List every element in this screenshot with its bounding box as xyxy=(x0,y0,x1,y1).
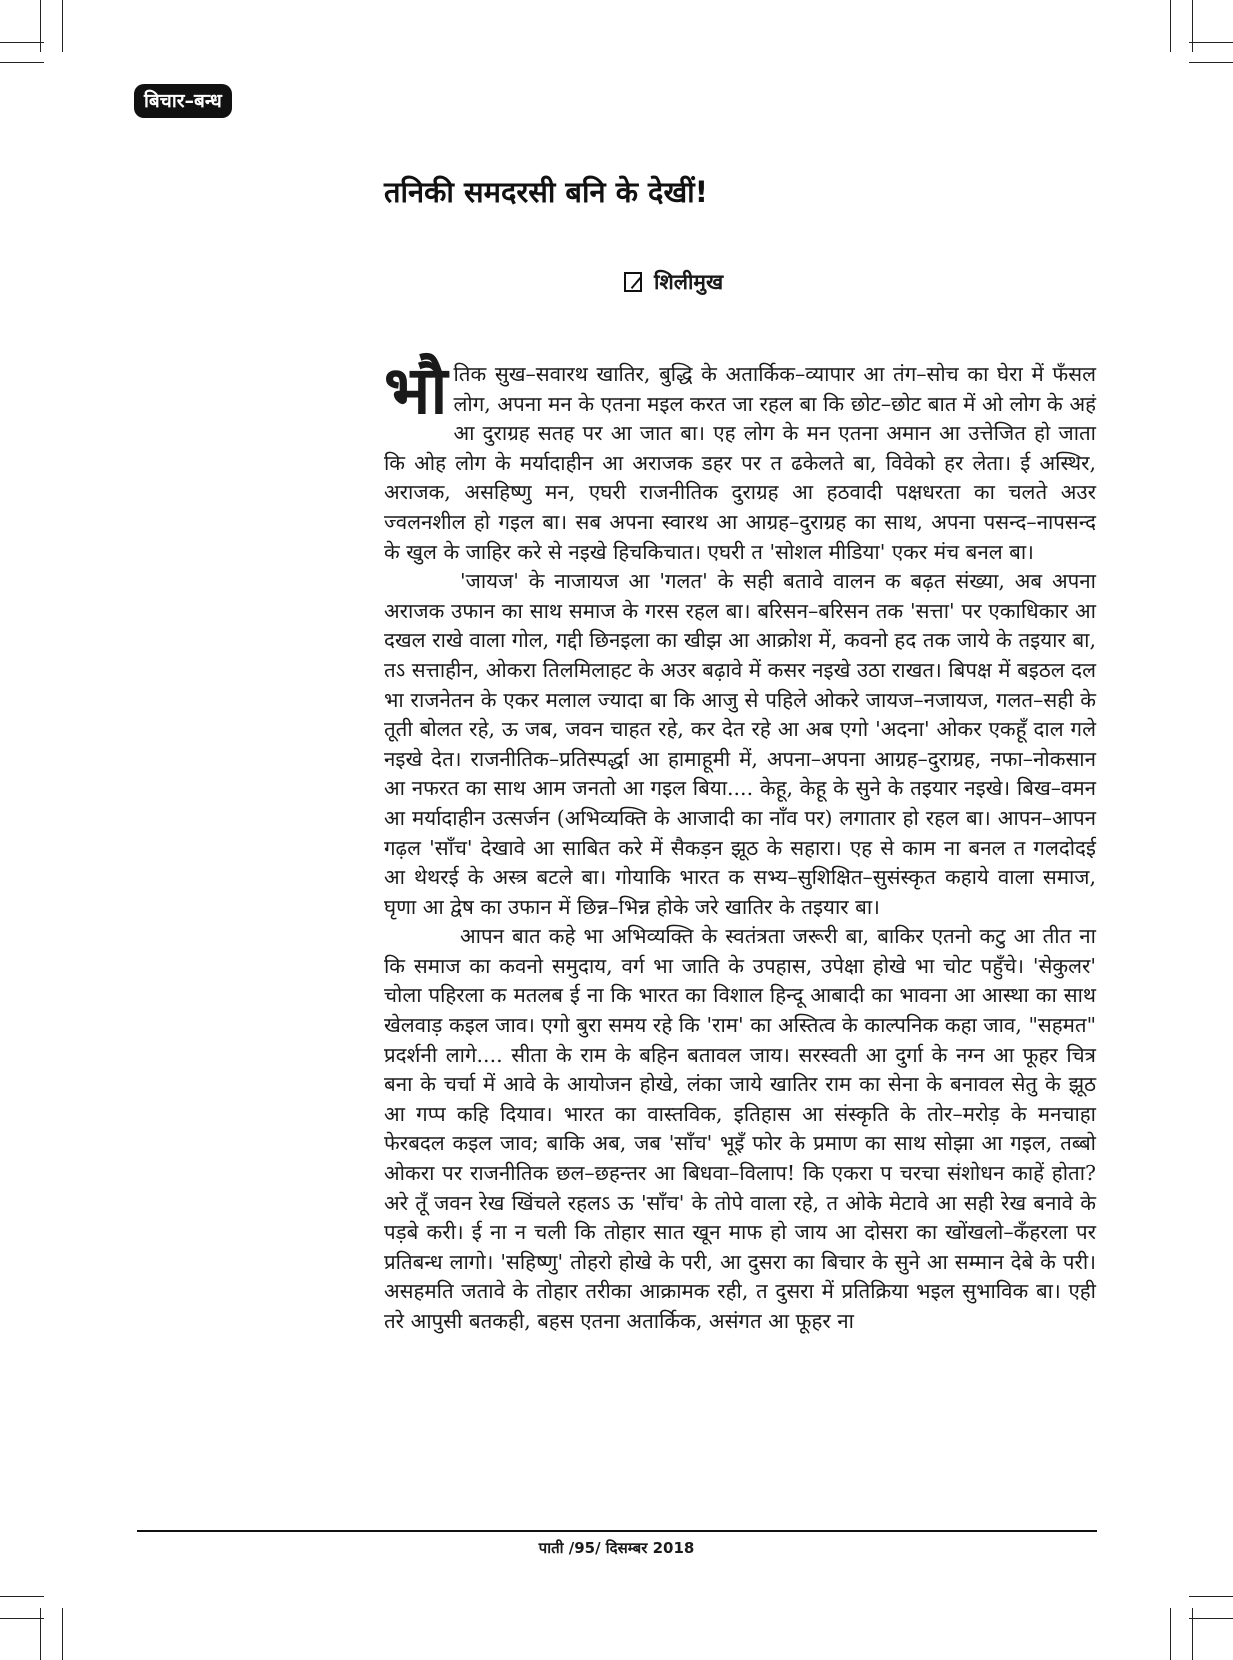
crop-mark xyxy=(1170,1608,1171,1660)
crop-mark xyxy=(1170,0,1171,52)
author-name: शिलीमुख xyxy=(654,270,724,294)
crop-mark xyxy=(1189,1596,1233,1597)
byline xyxy=(624,268,723,296)
paragraph-3: आपन बात कहे भा अभिव्यक्ति के स्वतंत्रता जरूरी बा, बाकिर एतनो कटु आ तीत ना कि समाज का कवनो समुदाय, वर्ग भा जाति के उपहास, उपेक्षा होखे भा चोट पहुँचे। 'सेकुलर' चोला पहिरला क मतलब ई ना कि भारत का विशाल हिन्दू आबादी का भावना आ आस्था का साथ खेलवाड़ कइल जाव। एगो बुरा समय रहे कि 'राम' का अस्तित्व के काल्पनिक कहा जाव, "सहमत" प्रदर्शनी लागे.... सीता के राम के बहिन बतावल जाय। सरस्वती आ दुर्गा के नग्न आ फूहर चित्र बना के चर्चा में आवे के आयोजन होखे, लंका जाये खातिर राम का सेना के बनावल सेतु के झूठ आ गप्प कहि दियाव। भारत का वास्तविक, इतिहास आ संस्कृति के तोर–मरोड़ के मनचाहा फेरबदल कइल जाव; बाकि अब, जब 'साँच' भूइँ फोर के प्रमाण का साथ सोझा आ गइल, तब्बो ओकरा पर राजनीतिक छल–छहन्तर आ बिधवा–विलाप! कि एकरा प चरचा संशोधन काहें होता? अरे तूँ जवन रेख खिंचले रहलऽ ऊ 'साँच' के तोपे वाला रहे, त ओके मेटावे आ सही रेख बनावे के पड़बे करी। ई ना न चली कि तोहार सात खून माफ हो जाय आ दोसरा का खोंखलो–कँहरला पर प्रतिबन्ध लागो। 'सहिष्णु' तोहरो होखे के परी, आ दुसरा का बिचार के सुने आ सम्मान देबे के परी। असहमति जतावे के तोहार तरीका आक्रामक रही, त दुसरा में प्रतिक्रिया भइल सुभाविक बा। एही तरे आपुसी बतकही, बहस एतना अतार्किक, असंगत आ फूहर ना xyxy=(384,924,1096,1333)
crop-mark xyxy=(1189,1618,1233,1619)
crop-mark xyxy=(0,1618,44,1619)
footer-rule xyxy=(137,1530,1097,1532)
crop-mark xyxy=(1192,1608,1193,1660)
crop-mark xyxy=(62,1608,63,1660)
crop-mark xyxy=(40,1608,41,1660)
crop-mark xyxy=(1192,0,1193,52)
crop-mark xyxy=(1189,42,1233,43)
paragraph-1: भौतिक सुख–सवारथ खातिर, बुद्धि के अतार्किक–व्यापार आ तंग–सोच का घेरा में फँसल लोग, अपना मन के एतना मइल करत जा रहल बा कि छोट–छोट बात में ओ लोग के अहं आ दुराग्रह सतह पर आ जात बा। एह लोग के मन एतना अमान आ उत्तेजित हो जाता कि ओह लोग के मर्यादाहीन आ अराजक डहर पर त ढकेलते बा, विवेको हर लेता। ई अस्थिर, अराजक, असहिष्णु मन, एघरी राजनीतिक दुराग्रह आ हठवादी पक्षधरता का चलते अउर ज्वलनशील हो गइल बा। सब अपना स्वारथ आ आग्रह–दुराग्रह का साथ, अपना पसन्द–नापसन्द के खुल के जाहिर करे से नइखे हिचकिचात। एघरी त 'सोशल मीडिया' एकर मंच बनल बा। xyxy=(384,352,1096,564)
article-body xyxy=(384,352,1096,1337)
crop-mark xyxy=(0,62,44,63)
page-footer: पाती /95/ दिसम्बर 2018 xyxy=(538,1539,695,1557)
pen-icon xyxy=(624,272,642,292)
section-tag: बिचार–बन्ध xyxy=(134,84,232,118)
paragraph-2: 'जायज' के नाजायज आ 'गलत' के सही बतावे वालन क बढ़त संख्या, अब अपना अराजक उफान का साथ समाज के गरस रहल बा। बरिसन–बरिसन तक 'सत्ता' पर एकाधिकार आ दखल राखे वाला गोल, गद्दी छिनइला का खीझ आ आक्रोश में, कवनो हद तक जाये के तइयार बा, तऽ सत्ताहीन, ओकरा तिलमिलाहट के अउर बढ़ावे में कसर नइखे उठा राखत। बिपक्ष में बइठल दल भा राजनेतन के एकर मलाल ज्यादा बा कि आजु से पहिले ओकरे जायज–नजायज, गलत–सही के तूती बोलत रहे, ऊ जब, जवन चाहत रहे, कर देत रहे आ अब एगो 'अदना' ओकर एकहूँ दाल गले नइखे देत। राजनीतिक–प्रतिस्पर्द्धा आ हामाहूमी में, अपना–अपना आग्रह–दुराग्रह, नफा–नोकसान आ नफरत का साथ आम जनतो आ गइल बिया.... केहू, केहू के सुने के तइयार नइखे। बिख–वमन आ मर्यादाहीन उत्सर्जन (अभिव्यक्ति के आजादी का नाँव पर) लगातार हो रहल बा। आपन–आपन गढ़ल 'साँच' देखावे आ साबित करे में सैकड़न झूठ के सहारा। एह से काम ना बनल त गलदोदई आ थेथरई के अस्त्र बटले बा। गोयाकि भारत क सभ्य–सुशिक्षित–सुसंस्कृत कहाये वाला समाज, घृणा आ द्वेष का उफान में छिन्न–भिन्न होके जरे खातिर के तइयार बा। xyxy=(384,569,1096,919)
crop-mark xyxy=(40,0,41,52)
crop-mark xyxy=(0,42,44,43)
article-title: तनिकी समदरसी बनि के देखीं! xyxy=(384,175,708,209)
crop-mark xyxy=(1189,62,1233,63)
crop-mark xyxy=(0,1596,44,1597)
crop-mark xyxy=(62,0,63,52)
drop-cap: भौ xyxy=(384,352,448,429)
